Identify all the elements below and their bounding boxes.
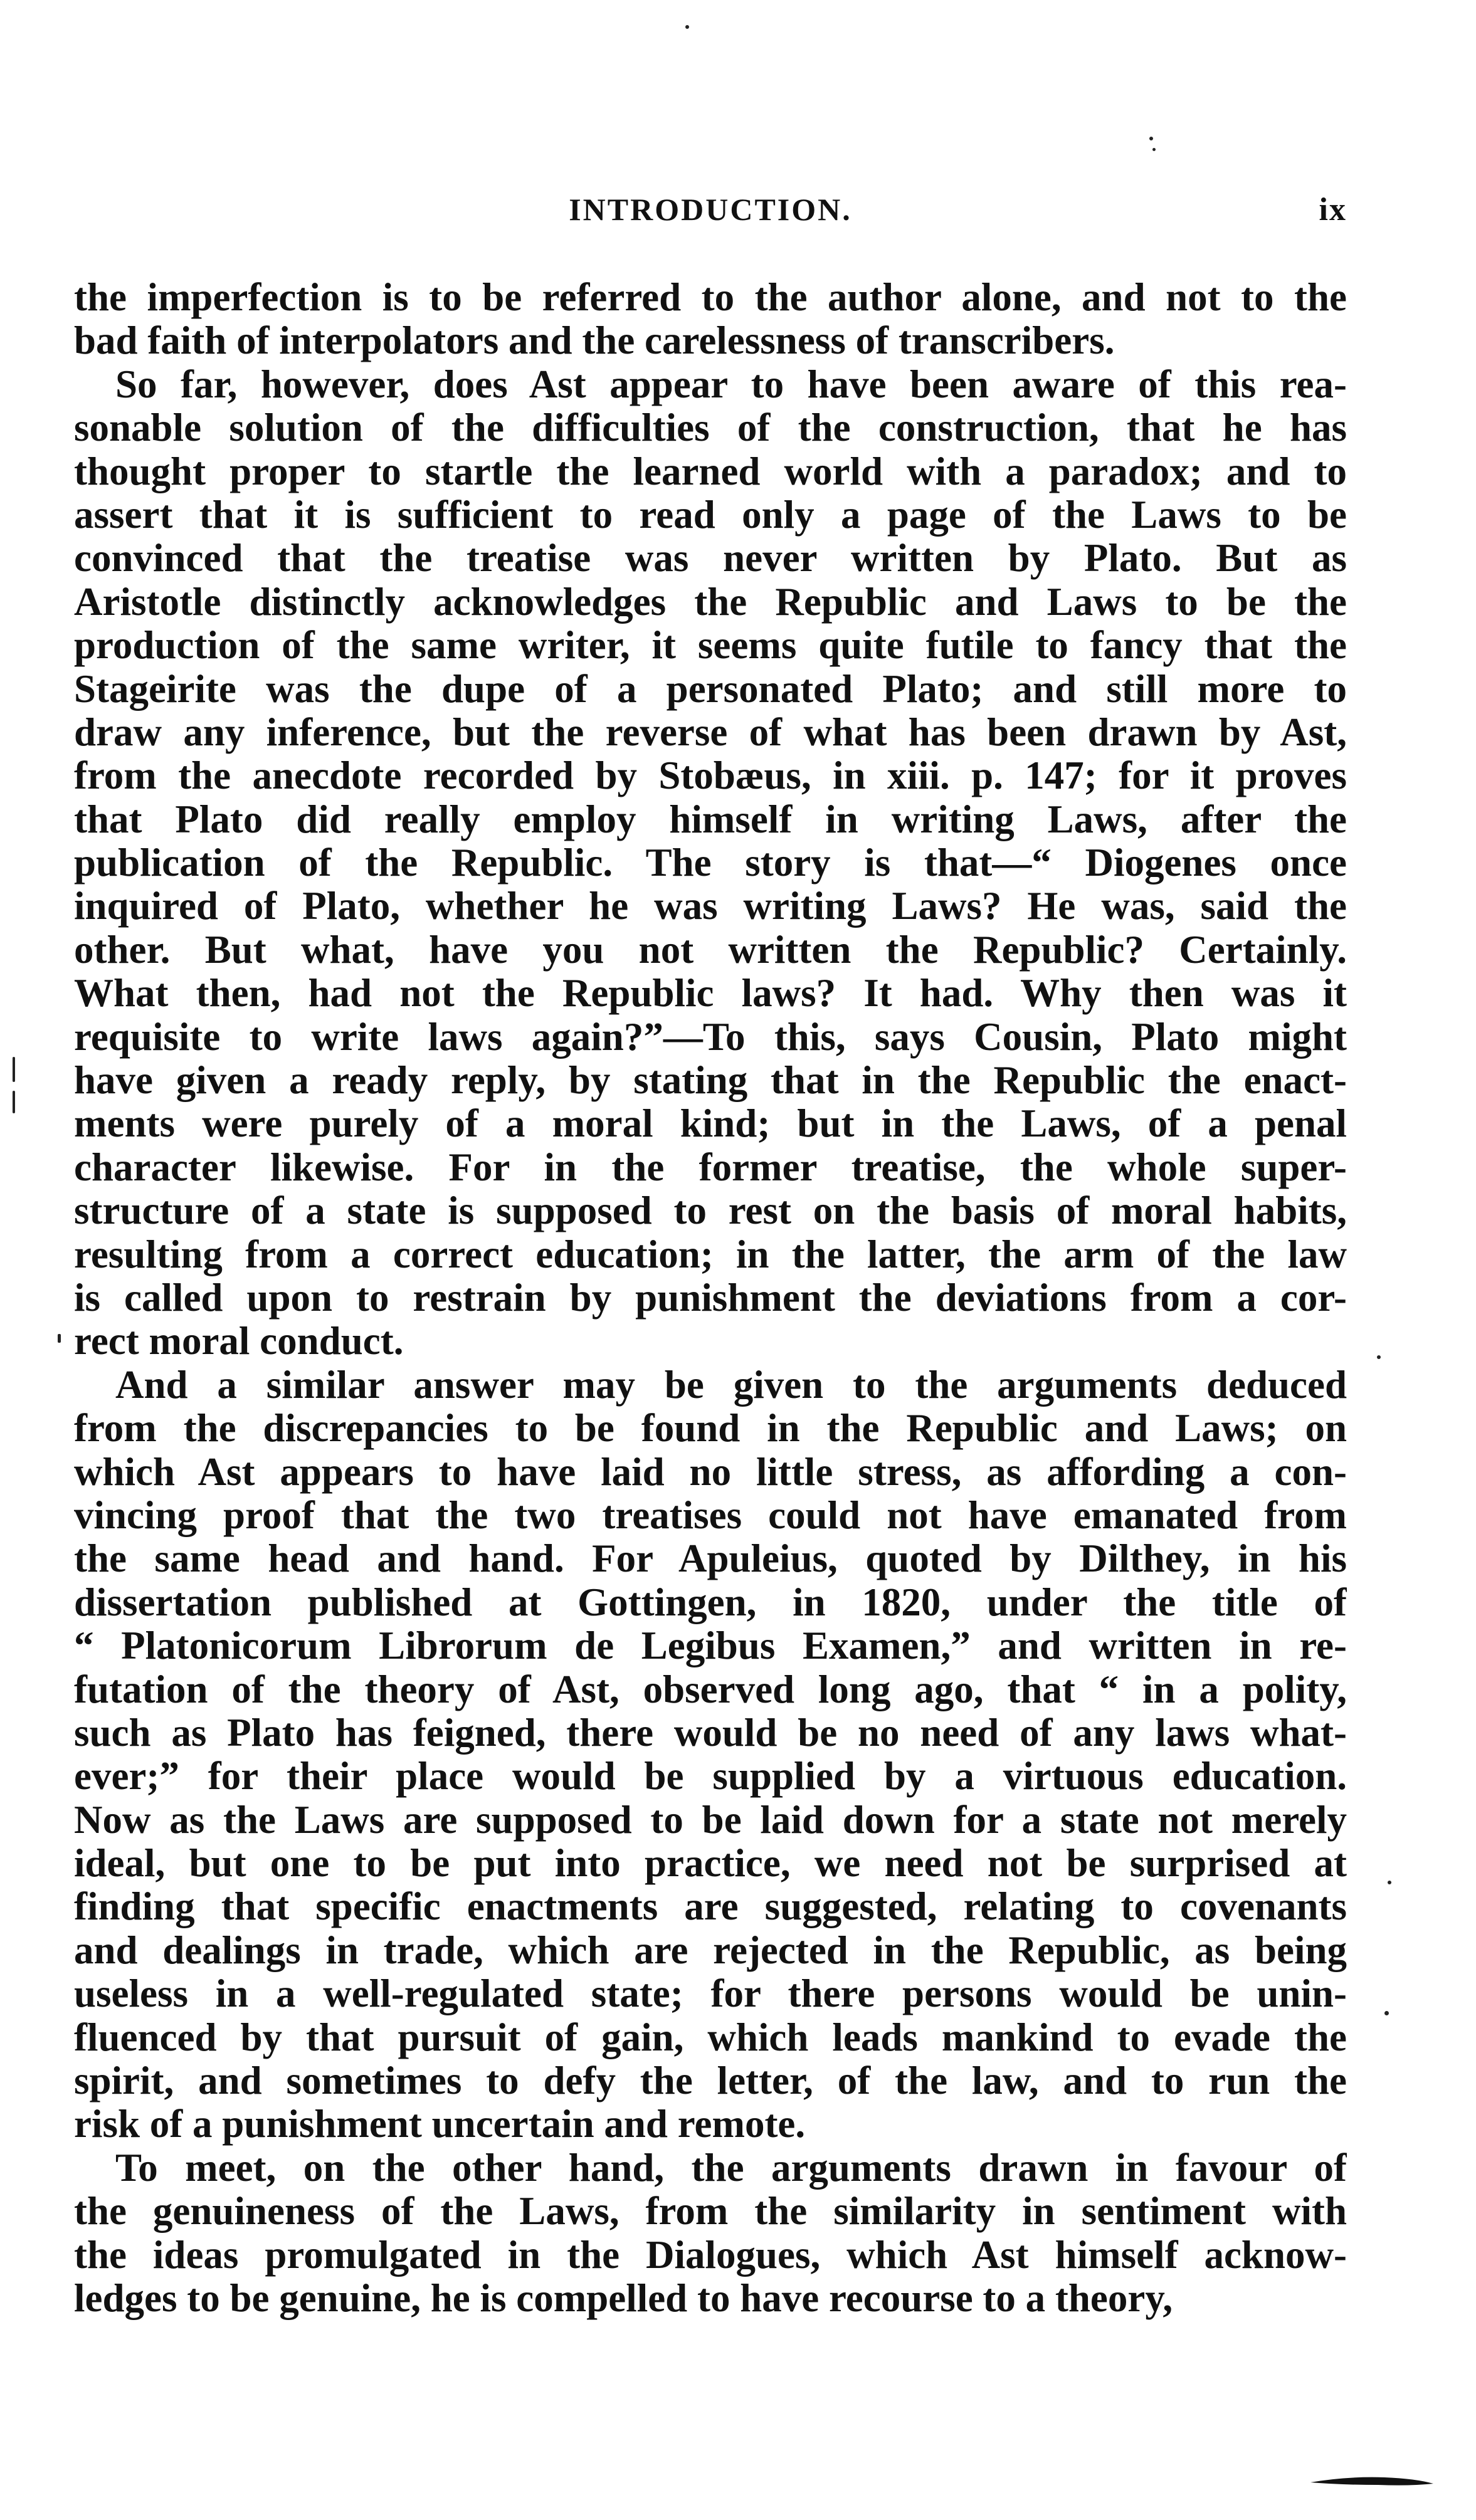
running-title: INTRODUCTION. [569,192,852,227]
text-line: “ Platonicorum Librorum de Legibus Examen,” and written in re- [74,1624,1347,1668]
text-line: convinced that the treatise was never written by Plato. But as [74,537,1347,580]
text-line: Now as the Laws are supposed to be laid down for a state not merely [74,1798,1347,1842]
text-line: And a similar answer may be given to the arguments deduced [115,1363,1347,1407]
text-line: assert that it is sufficient to read only a page of the Laws to be [74,493,1347,537]
text-line: bad faith of interpolators and the carelessness of transcribers. [74,319,1115,363]
scan-speck [13,1057,15,1082]
text-line: To meet, on the other hand, the arguments drawn in favour of [115,2146,1347,2190]
text-line: requisite to write laws again?”—To this, says Cousin, Plato might [74,1015,1347,1059]
text-line: resulting from a correct education; in the latter, the arm of the law [74,1232,1347,1276]
text-line: So far, however, does Ast appear to have been aware of this rea- [115,362,1347,406]
text-line: that Plato did really employ himself in writing Laws, after the [74,797,1347,841]
text-line: inquired of Plato, whether he was writing Laws? He was, said the [74,885,1347,928]
scan-speck [1377,1355,1381,1359]
text-line: structure of a state is supposed to rest on the basis of moral habits, [74,1189,1347,1233]
text-line: sonable solution of the difficulties of the construction, that he has [74,406,1347,450]
text-line: Stageirite was the dupe of a personated Plato; and still more to [74,667,1347,711]
text-line: the ideas promulgated in the Dialogues, which Ast himself acknow- [74,2233,1347,2277]
text-line: futation of the theory of Ast, observed long ago, that “ in a polity, [74,1667,1347,1711]
text-line: ments were purely of a moral kind; but in the Laws, of a penal [74,1102,1347,1146]
text-line: ledges to be genuine, he is compelled to have recourse to a theory, [74,2276,1173,2320]
page-number: ix [1319,192,1347,228]
text-line: such as Plato has feigned, there would be no need of any laws what- [74,1711,1347,1755]
running-head [74,191,1347,229]
text-line: ever;” for their place would be supplied by a virtuous education. [74,1755,1347,1798]
text-line: finding that specific enactments are suggested, relating to covenants [74,1885,1347,1929]
scan-speck [1388,1881,1391,1884]
text-line: What then, had not the Republic laws? It had. Why then was it [74,972,1347,1016]
text-line: vincing proof that the two treatises could not have emanated from [74,1493,1347,1537]
ornamental-flourish [1309,2474,1435,2487]
scan-speck [1152,148,1156,151]
text-line: and dealings in trade, which are rejected in the Republic, as being [74,1928,1347,1972]
text-line: ideal, but one to be put into practice, we need not be surprised at [74,1842,1347,1886]
text-line: useless in a well-regulated state; for there persons would be unin- [74,1972,1347,2016]
text-line: Aristotle distinctly acknowledges the Republic and Laws to be the [74,580,1347,624]
scan-speck [13,1091,15,1113]
text-line: is called upon to restrain by punishment the deviations from a cor- [74,1276,1347,1320]
text-line: publication of the Republic. The story is that—“ Diogenes once [74,841,1347,885]
text-line: dissertation published at Gottingen, in 1820, under the title of [74,1580,1347,1624]
text-line: have given a ready reply, by stating that in the Republic the enact- [74,1059,1347,1103]
text-line: risk of a punishment uncertain and remote. [74,2103,806,2146]
text-line: which Ast appears to have laid no little stress, as affording a con- [74,1450,1347,1494]
text-line: thought proper to startle the learned world with a paradox; and to [74,449,1347,493]
scan-speck [685,25,689,29]
text-line: character likewise. For in the former treatise, the whole super- [74,1145,1347,1189]
text-line: other. But what, have you not written the Republic? Certainly. [74,928,1347,972]
scan-speck [1149,137,1153,140]
scan-speck [58,1334,61,1343]
text-line: the imperfection is to be referred to the author alone, and not to the [74,276,1347,319]
text-line: from the discrepancies to be found in the Republic and Laws; on [74,1407,1347,1451]
text-line: the genuineness of the Laws, from the similarity in sentiment with [74,2190,1347,2234]
text-line: draw any inference, but the reverse of what has been drawn by Ast, [74,710,1347,754]
text-line: production of the same writer, it seems quite futile to fancy that the [74,624,1347,668]
text-line: from the anecdote recorded by Stobæus, in xiii. p. 147; for it proves [74,754,1347,798]
scan-speck [1384,2011,1389,2015]
text-line: spirit, and sometimes to defy the letter, of the law, and to run the [74,2059,1347,2103]
body-text [74,276,1347,2320]
text-line: the same head and hand. For Apuleius, quoted by Dilthey, in his [74,1537,1347,1581]
text-line: fluenced by that pursuit of gain, which leads mankind to evade the [74,2015,1347,2059]
text-line: rect moral conduct. [74,1320,404,1363]
